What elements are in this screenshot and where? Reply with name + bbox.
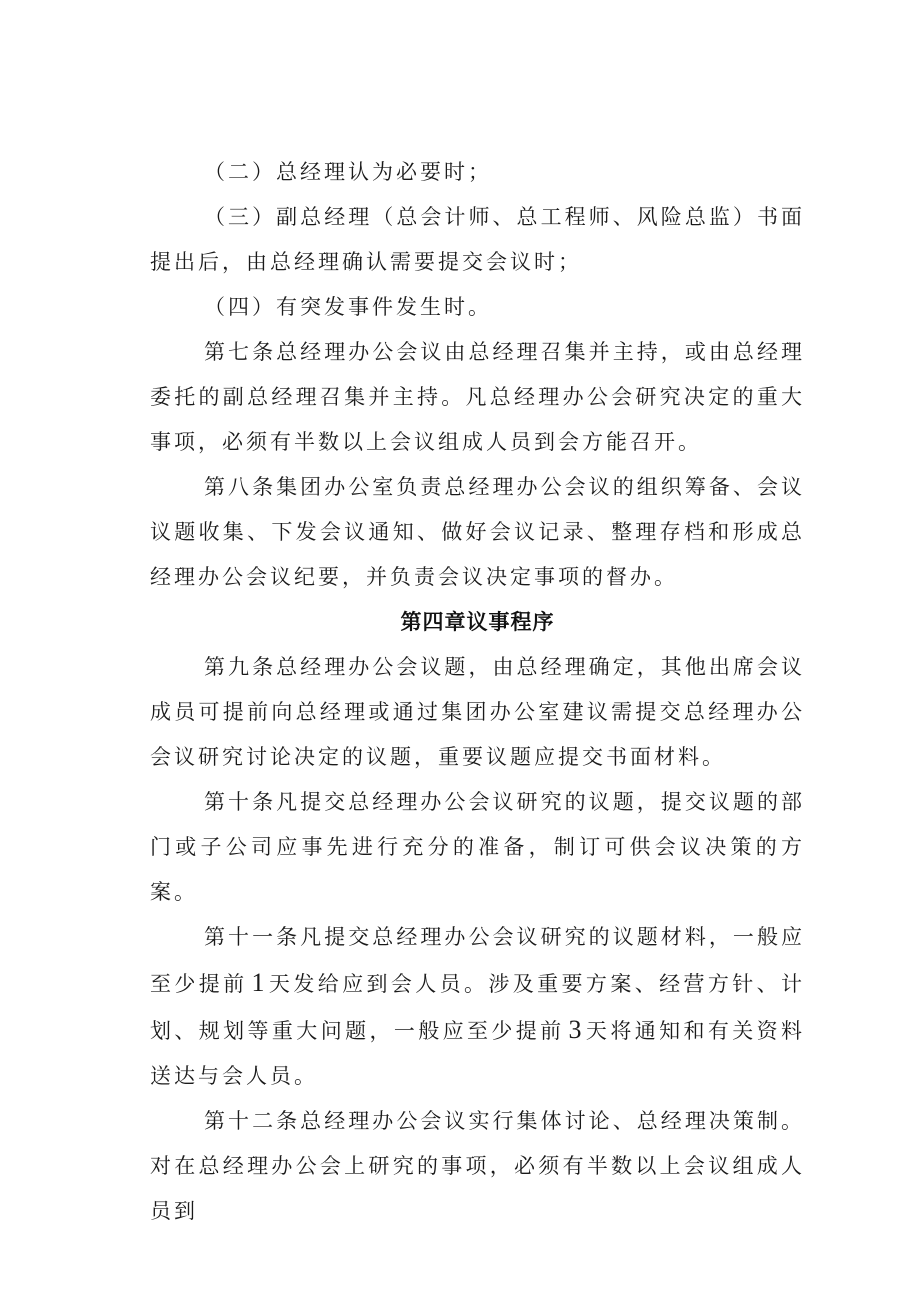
- article-11-days-1: 1: [251, 968, 265, 997]
- article-9: 第九条总经理办公会议题，由总经理确定，其他出席会议成员可提前向总经理或通过集团办公室建议需提交总经理办公会议研究讨论决定的议题，重要议题应提交书面材料。: [150, 655, 805, 769]
- clause-4: （四）有突发事件发生时。: [204, 295, 492, 319]
- chapter-heading: 第四章议事程序: [400, 610, 555, 634]
- clause-3: （三）副总经理（总会计师、总工程师、风险总监）书面提出后，由总经理确认需要提交会议时；: [150, 205, 805, 274]
- document-body: [150, 150, 805, 1234]
- article-7: 第七条总经理办公会议由总经理召集并主持，或由总经理委托的副总经理召集并主持。凡总经理办公会研究决定的重大事项，必须有半数以上会议组成人员到会方能召开。: [150, 340, 805, 454]
- article-12: 第十二条总经理办公会议实行集体讨论、总经理决策制。对在总经理办公会上研究的事项，必须有半数以上会议组成人员到: [150, 1109, 805, 1223]
- article-8: 第八条集团办公室负责总经理办公会议的组织筹备、会议议题收集、下发会议通知、做好会议记录、整理存档和形成总经理办公会议纪要，并负责会议决定事项的督办。: [150, 475, 805, 589]
- article-11: [150, 915, 805, 1099]
- clause-2: （二）总经理认为必要时；: [204, 160, 492, 184]
- article-11-days-2: 3: [568, 1015, 582, 1044]
- article-11-part3: 天将通知和有关资料送达与会人员。: [150, 1019, 806, 1088]
- article-11-part2: 天发给应到会人员。涉及重要方案、经营方针、计划、规划等重大问题，一般应至少提前: [150, 972, 806, 1043]
- article-10: 第十条凡提交总经理办公会议研究的议题，提交议题的部门或子公司应事先进行充分的准备，制订可供会议决策的方案。: [150, 790, 805, 904]
- article-11-part1: 第十一条凡提交总经理办公会议研究的议题材料，一般应至少提前: [150, 925, 805, 996]
